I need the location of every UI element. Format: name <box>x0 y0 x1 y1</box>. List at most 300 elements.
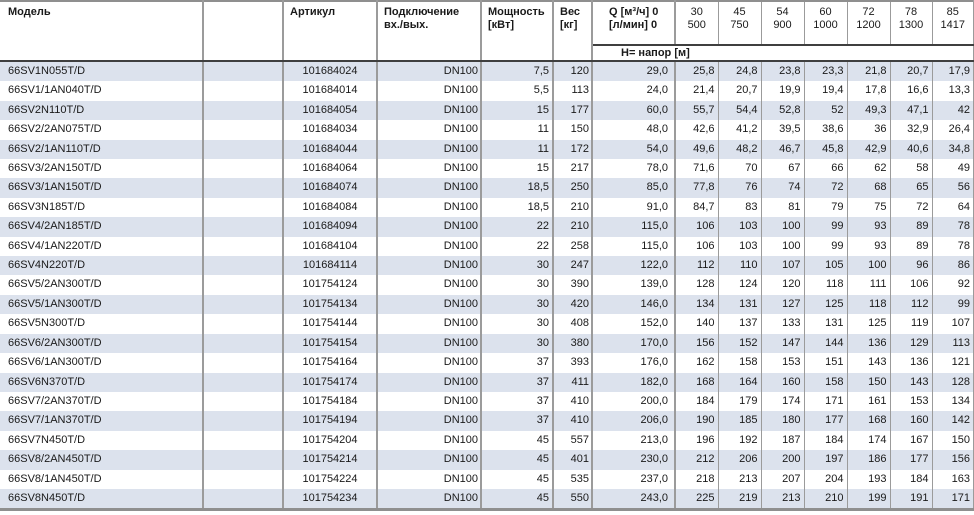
head-value-cell: 71,6 <box>675 159 718 178</box>
weight-cell: 258 <box>553 237 592 256</box>
power-cell: 30 <box>481 275 553 294</box>
head-at-zero-flow-cell: 48,0 <box>592 120 675 139</box>
head-value-cell: 89 <box>890 217 932 236</box>
table-row <box>0 450 974 469</box>
head-value-cell: 210 <box>804 489 847 510</box>
head-value-cell: 56 <box>932 178 974 197</box>
model-cell: 66SV7/1AN370T/D <box>0 411 203 430</box>
model-cell: 66SV2/1AN110T/D <box>0 140 203 159</box>
head-value-cell: 168 <box>847 411 890 430</box>
weight-cell: 420 <box>553 295 592 314</box>
header-model: Модель <box>0 1 203 61</box>
connection-cell: DN100 <box>377 217 481 236</box>
power-cell: 30 <box>481 295 553 314</box>
connection-cell: DN100 <box>377 489 481 510</box>
power-cell: 18,5 <box>481 178 553 197</box>
head-value-cell: 112 <box>890 295 932 314</box>
head-at-zero-flow-cell: 206,0 <box>592 411 675 430</box>
head-value-cell: 21,8 <box>847 61 890 81</box>
head-value-cell: 17,9 <box>932 61 974 81</box>
head-at-zero-flow-cell: 230,0 <box>592 450 675 469</box>
weight-cell: 550 <box>553 489 592 510</box>
head-value-cell: 19,9 <box>761 81 804 100</box>
head-value-cell: 184 <box>890 470 932 489</box>
head-value-cell: 39,5 <box>761 120 804 139</box>
header-flow-col-4: 60 1000 <box>804 1 847 45</box>
head-value-cell: 180 <box>761 411 804 430</box>
connection-cell: DN100 <box>377 392 481 411</box>
head-value-cell: 190 <box>675 411 718 430</box>
table-header <box>0 1 974 61</box>
head-value-cell: 106 <box>675 217 718 236</box>
model-cell: 66SV4/2AN185T/D <box>0 217 203 236</box>
spacer-cell <box>203 178 283 197</box>
head-value-cell: 187 <box>761 431 804 450</box>
head-value-cell: 47,1 <box>890 101 932 120</box>
head-value-cell: 118 <box>804 275 847 294</box>
head-value-cell: 143 <box>847 353 890 372</box>
table-row <box>0 159 974 178</box>
model-cell: 66SV6/2AN300T/D <box>0 334 203 353</box>
article-cell: 101754224 <box>283 470 377 489</box>
model-cell: 66SV2/2AN075T/D <box>0 120 203 139</box>
table-row <box>0 198 974 217</box>
model-cell: 66SV8/1AN450T/D <box>0 470 203 489</box>
weight-cell: 380 <box>553 334 592 353</box>
head-value-cell: 93 <box>847 237 890 256</box>
head-value-cell: 25,8 <box>675 61 718 81</box>
power-cell: 30 <box>481 314 553 333</box>
head-at-zero-flow-cell: 213,0 <box>592 431 675 450</box>
head-value-cell: 174 <box>761 392 804 411</box>
head-value-cell: 49,3 <box>847 101 890 120</box>
spacer-cell <box>203 334 283 353</box>
power-cell: 15 <box>481 159 553 178</box>
connection-cell: DN100 <box>377 334 481 353</box>
head-value-cell: 151 <box>804 353 847 372</box>
head-value-cell: 34,8 <box>932 140 974 159</box>
header-connection-line1: Подключение <box>384 6 460 18</box>
head-at-zero-flow-cell: 85,0 <box>592 178 675 197</box>
power-cell: 45 <box>481 489 553 510</box>
head-value-cell: 213 <box>761 489 804 510</box>
head-value-cell: 68 <box>847 178 890 197</box>
head-value-cell: 107 <box>761 256 804 275</box>
article-cell: 101754154 <box>283 334 377 353</box>
header-flow-col-5: 72 1200 <box>847 1 890 45</box>
head-value-cell: 206 <box>718 450 761 469</box>
spacer-cell <box>203 489 283 510</box>
head-value-cell: 153 <box>890 392 932 411</box>
power-cell: 18,5 <box>481 198 553 217</box>
article-cell: 101754194 <box>283 411 377 430</box>
head-value-cell: 219 <box>718 489 761 510</box>
connection-cell: DN100 <box>377 353 481 372</box>
model-cell: 66SV3N185T/D <box>0 198 203 217</box>
head-value-cell: 86 <box>932 256 974 275</box>
head-value-cell: 121 <box>932 353 974 372</box>
head-at-zero-flow-cell: 60,0 <box>592 101 675 120</box>
head-value-cell: 107 <box>932 314 974 333</box>
connection-cell: DN100 <box>377 140 481 159</box>
head-value-cell: 185 <box>718 411 761 430</box>
head-value-cell: 204 <box>804 470 847 489</box>
head-value-cell: 52,8 <box>761 101 804 120</box>
table-row <box>0 81 974 100</box>
head-value-cell: 49 <box>932 159 974 178</box>
head-value-cell: 72 <box>804 178 847 197</box>
head-value-cell: 84,7 <box>675 198 718 217</box>
power-cell: 22 <box>481 217 553 236</box>
power-cell: 30 <box>481 334 553 353</box>
head-value-cell: 52 <box>804 101 847 120</box>
connection-cell: DN100 <box>377 470 481 489</box>
head-value-cell: 41,2 <box>718 120 761 139</box>
head-value-cell: 129 <box>890 334 932 353</box>
weight-cell: 557 <box>553 431 592 450</box>
head-at-zero-flow-cell: 182,0 <box>592 373 675 392</box>
article-cell: 101754144 <box>283 314 377 333</box>
head-value-cell: 153 <box>761 353 804 372</box>
head-value-cell: 105 <box>804 256 847 275</box>
head-value-cell: 26,4 <box>932 120 974 139</box>
header-connection-line2: вх./вых. <box>384 19 429 31</box>
article-cell: 101684094 <box>283 217 377 236</box>
head-value-cell: 212 <box>675 450 718 469</box>
weight-cell: 210 <box>553 198 592 217</box>
table-body <box>0 61 974 510</box>
head-value-cell: 62 <box>847 159 890 178</box>
head-value-cell: 158 <box>804 373 847 392</box>
weight-cell: 150 <box>553 120 592 139</box>
head-value-cell: 89 <box>890 237 932 256</box>
head-value-cell: 110 <box>718 256 761 275</box>
head-value-cell: 17,8 <box>847 81 890 100</box>
head-value-cell: 125 <box>804 295 847 314</box>
weight-cell: 172 <box>553 140 592 159</box>
head-value-cell: 143 <box>890 373 932 392</box>
head-value-cell: 147 <box>761 334 804 353</box>
head-value-cell: 77,8 <box>675 178 718 197</box>
model-cell: 66SV4/1AN220T/D <box>0 237 203 256</box>
article-cell: 101684024 <box>283 61 377 81</box>
power-cell: 22 <box>481 237 553 256</box>
spacer-cell <box>203 470 283 489</box>
article-cell: 101684044 <box>283 140 377 159</box>
head-at-zero-flow-cell: 115,0 <box>592 217 675 236</box>
model-cell: 66SV8N450T/D <box>0 489 203 510</box>
head-value-cell: 120 <box>761 275 804 294</box>
head-value-cell: 197 <box>804 450 847 469</box>
weight-cell: 217 <box>553 159 592 178</box>
head-value-cell: 58 <box>890 159 932 178</box>
head-value-cell: 45,8 <box>804 140 847 159</box>
head-at-zero-flow-cell: 91,0 <box>592 198 675 217</box>
head-value-cell: 79 <box>804 198 847 217</box>
power-cell: 37 <box>481 392 553 411</box>
model-cell: 66SV7N450T/D <box>0 431 203 450</box>
head-value-cell: 54,4 <box>718 101 761 120</box>
head-value-cell: 48,2 <box>718 140 761 159</box>
head-value-cell: 163 <box>932 470 974 489</box>
table-row <box>0 431 974 450</box>
table-row <box>0 178 974 197</box>
spacer-cell <box>203 353 283 372</box>
power-cell: 7,5 <box>481 61 553 81</box>
head-value-cell: 128 <box>932 373 974 392</box>
head-value-cell: 218 <box>675 470 718 489</box>
table-row <box>0 61 974 81</box>
head-at-zero-flow-cell: 146,0 <box>592 295 675 314</box>
weight-cell: 535 <box>553 470 592 489</box>
head-value-cell: 112 <box>675 256 718 275</box>
weight-cell: 410 <box>553 411 592 430</box>
head-value-cell: 174 <box>847 431 890 450</box>
head-value-cell: 103 <box>718 237 761 256</box>
table-row <box>0 217 974 236</box>
header-power-line2: [кВт] <box>488 19 515 31</box>
head-value-cell: 213 <box>718 470 761 489</box>
head-value-cell: 36 <box>847 120 890 139</box>
spacer-cell <box>203 81 283 100</box>
head-value-cell: 134 <box>675 295 718 314</box>
head-value-cell: 113 <box>932 334 974 353</box>
head-at-zero-flow-cell: 170,0 <box>592 334 675 353</box>
head-value-cell: 99 <box>932 295 974 314</box>
model-cell: 66SV6N370T/D <box>0 373 203 392</box>
model-cell: 66SV5/2AN300T/D <box>0 275 203 294</box>
head-value-cell: 156 <box>675 334 718 353</box>
spacer-cell <box>203 140 283 159</box>
head-value-cell: 21,4 <box>675 81 718 100</box>
head-value-cell: 78 <box>932 217 974 236</box>
head-at-zero-flow-cell: 176,0 <box>592 353 675 372</box>
table-row <box>0 140 974 159</box>
weight-cell: 410 <box>553 392 592 411</box>
spacer-cell <box>203 61 283 81</box>
head-at-zero-flow-cell: 24,0 <box>592 81 675 100</box>
weight-cell: 390 <box>553 275 592 294</box>
head-value-cell: 184 <box>675 392 718 411</box>
header-article: Артикул <box>283 1 377 61</box>
model-cell: 66SV3/1AN150T/D <box>0 178 203 197</box>
spacer-cell <box>203 120 283 139</box>
head-at-zero-flow-cell: 78,0 <box>592 159 675 178</box>
article-cell: 101684064 <box>283 159 377 178</box>
model-cell: 66SV2N110T/D <box>0 101 203 120</box>
head-value-cell: 92 <box>932 275 974 294</box>
table-row <box>0 314 974 333</box>
head-value-cell: 78 <box>932 237 974 256</box>
connection-cell: DN100 <box>377 120 481 139</box>
header-weight-line1: Вес <box>560 6 581 18</box>
head-value-cell: 49,6 <box>675 140 718 159</box>
head-value-cell: 72 <box>890 198 932 217</box>
header-flow-col-7: 85 1417 <box>932 1 974 45</box>
head-at-zero-flow-cell: 243,0 <box>592 489 675 510</box>
head-value-cell: 136 <box>847 334 890 353</box>
head-value-cell: 207 <box>761 470 804 489</box>
power-cell: 45 <box>481 470 553 489</box>
weight-cell: 113 <box>553 81 592 100</box>
header-weight-line2: [кг] <box>560 19 578 31</box>
power-cell: 30 <box>481 256 553 275</box>
spacer-cell <box>203 198 283 217</box>
head-value-cell: 125 <box>847 314 890 333</box>
article-cell: 101754134 <box>283 295 377 314</box>
weight-cell: 408 <box>553 314 592 333</box>
header-weight <box>553 1 592 61</box>
weight-cell: 247 <box>553 256 592 275</box>
head-at-zero-flow-cell: 200,0 <box>592 392 675 411</box>
spacer-cell <box>203 431 283 450</box>
article-cell: 101684104 <box>283 237 377 256</box>
head-value-cell: 177 <box>890 450 932 469</box>
article-cell: 101684054 <box>283 101 377 120</box>
table-row <box>0 295 974 314</box>
head-value-cell: 225 <box>675 489 718 510</box>
head-value-cell: 23,3 <box>804 61 847 81</box>
connection-cell: DN100 <box>377 295 481 314</box>
connection-cell: DN100 <box>377 373 481 392</box>
head-value-cell: 24,8 <box>718 61 761 81</box>
head-value-cell: 186 <box>847 450 890 469</box>
head-value-cell: 118 <box>847 295 890 314</box>
article-cell: 101754204 <box>283 431 377 450</box>
weight-cell: 393 <box>553 353 592 372</box>
head-value-cell: 136 <box>890 353 932 372</box>
head-value-cell: 184 <box>804 431 847 450</box>
connection-cell: DN100 <box>377 198 481 217</box>
table-row <box>0 334 974 353</box>
head-value-cell: 75 <box>847 198 890 217</box>
head-at-zero-flow-cell: 29,0 <box>592 61 675 81</box>
head-value-cell: 20,7 <box>718 81 761 100</box>
table-row <box>0 353 974 372</box>
head-value-cell: 177 <box>804 411 847 430</box>
head-value-cell: 131 <box>718 295 761 314</box>
spacer-cell <box>203 314 283 333</box>
head-value-cell: 83 <box>718 198 761 217</box>
table-row <box>0 256 974 275</box>
table-row <box>0 373 974 392</box>
head-value-cell: 196 <box>675 431 718 450</box>
header-flow-col-3: 54 900 <box>761 1 804 45</box>
model-cell: 66SV1/1AN040T/D <box>0 81 203 100</box>
head-at-zero-flow-cell: 54,0 <box>592 140 675 159</box>
article-cell: 101754184 <box>283 392 377 411</box>
head-at-zero-flow-cell: 115,0 <box>592 237 675 256</box>
head-value-cell: 161 <box>847 392 890 411</box>
power-cell: 15 <box>481 101 553 120</box>
head-value-cell: 65 <box>890 178 932 197</box>
article-cell: 101684084 <box>283 198 377 217</box>
head-at-zero-flow-cell: 152,0 <box>592 314 675 333</box>
head-at-zero-flow-cell: 122,0 <box>592 256 675 275</box>
head-value-cell: 162 <box>675 353 718 372</box>
spacer-cell <box>203 392 283 411</box>
head-value-cell: 191 <box>890 489 932 510</box>
head-value-cell: 119 <box>890 314 932 333</box>
connection-cell: DN100 <box>377 178 481 197</box>
head-value-cell: 111 <box>847 275 890 294</box>
model-cell: 66SV8/2AN450T/D <box>0 450 203 469</box>
table-row <box>0 411 974 430</box>
model-cell: 66SV1N055T/D <box>0 61 203 81</box>
spacer-cell <box>203 256 283 275</box>
head-value-cell: 38,6 <box>804 120 847 139</box>
head-value-cell: 106 <box>890 275 932 294</box>
head-value-cell: 160 <box>890 411 932 430</box>
connection-cell: DN100 <box>377 81 481 100</box>
article-cell: 101684074 <box>283 178 377 197</box>
head-value-cell: 100 <box>847 256 890 275</box>
head-value-cell: 100 <box>761 237 804 256</box>
weight-cell: 411 <box>553 373 592 392</box>
table-row <box>0 101 974 120</box>
connection-cell: DN100 <box>377 101 481 120</box>
connection-cell: DN100 <box>377 431 481 450</box>
article-cell: 101754234 <box>283 489 377 510</box>
head-value-cell: 81 <box>761 198 804 217</box>
connection-cell: DN100 <box>377 159 481 178</box>
table-row <box>0 392 974 411</box>
article-cell: 101684014 <box>283 81 377 100</box>
head-value-cell: 93 <box>847 217 890 236</box>
head-value-cell: 131 <box>804 314 847 333</box>
head-value-cell: 133 <box>761 314 804 333</box>
head-value-cell: 124 <box>718 275 761 294</box>
table-row <box>0 275 974 294</box>
model-cell: 66SV7/2AN370T/D <box>0 392 203 411</box>
head-value-cell: 42,6 <box>675 120 718 139</box>
head-value-cell: 67 <box>761 159 804 178</box>
spacer-cell <box>203 159 283 178</box>
head-value-cell: 134 <box>932 392 974 411</box>
head-value-cell: 103 <box>718 217 761 236</box>
head-value-cell: 150 <box>932 431 974 450</box>
connection-cell: DN100 <box>377 275 481 294</box>
connection-cell: DN100 <box>377 450 481 469</box>
article-cell: 101754174 <box>283 373 377 392</box>
article-cell: 101754164 <box>283 353 377 372</box>
model-cell: 66SV6/1AN300T/D <box>0 353 203 372</box>
head-value-cell: 167 <box>890 431 932 450</box>
header-flow-col-2: 45 750 <box>718 1 761 45</box>
power-cell: 37 <box>481 373 553 392</box>
table-row <box>0 237 974 256</box>
head-value-cell: 127 <box>761 295 804 314</box>
connection-cell: DN100 <box>377 61 481 81</box>
head-value-cell: 42 <box>932 101 974 120</box>
power-cell: 37 <box>481 411 553 430</box>
table-row <box>0 489 974 510</box>
head-value-cell: 64 <box>932 198 974 217</box>
connection-cell: DN100 <box>377 256 481 275</box>
weight-cell: 177 <box>553 101 592 120</box>
weight-cell: 250 <box>553 178 592 197</box>
head-value-cell: 46,7 <box>761 140 804 159</box>
head-value-cell: 16,6 <box>890 81 932 100</box>
connection-cell: DN100 <box>377 314 481 333</box>
header-q-line2: [л/мин] 0 <box>609 19 658 31</box>
head-value-cell: 179 <box>718 392 761 411</box>
power-cell: 5,5 <box>481 81 553 100</box>
head-value-cell: 96 <box>890 256 932 275</box>
article-cell: 101754124 <box>283 275 377 294</box>
head-value-cell: 158 <box>718 353 761 372</box>
head-at-zero-flow-cell: 139,0 <box>592 275 675 294</box>
